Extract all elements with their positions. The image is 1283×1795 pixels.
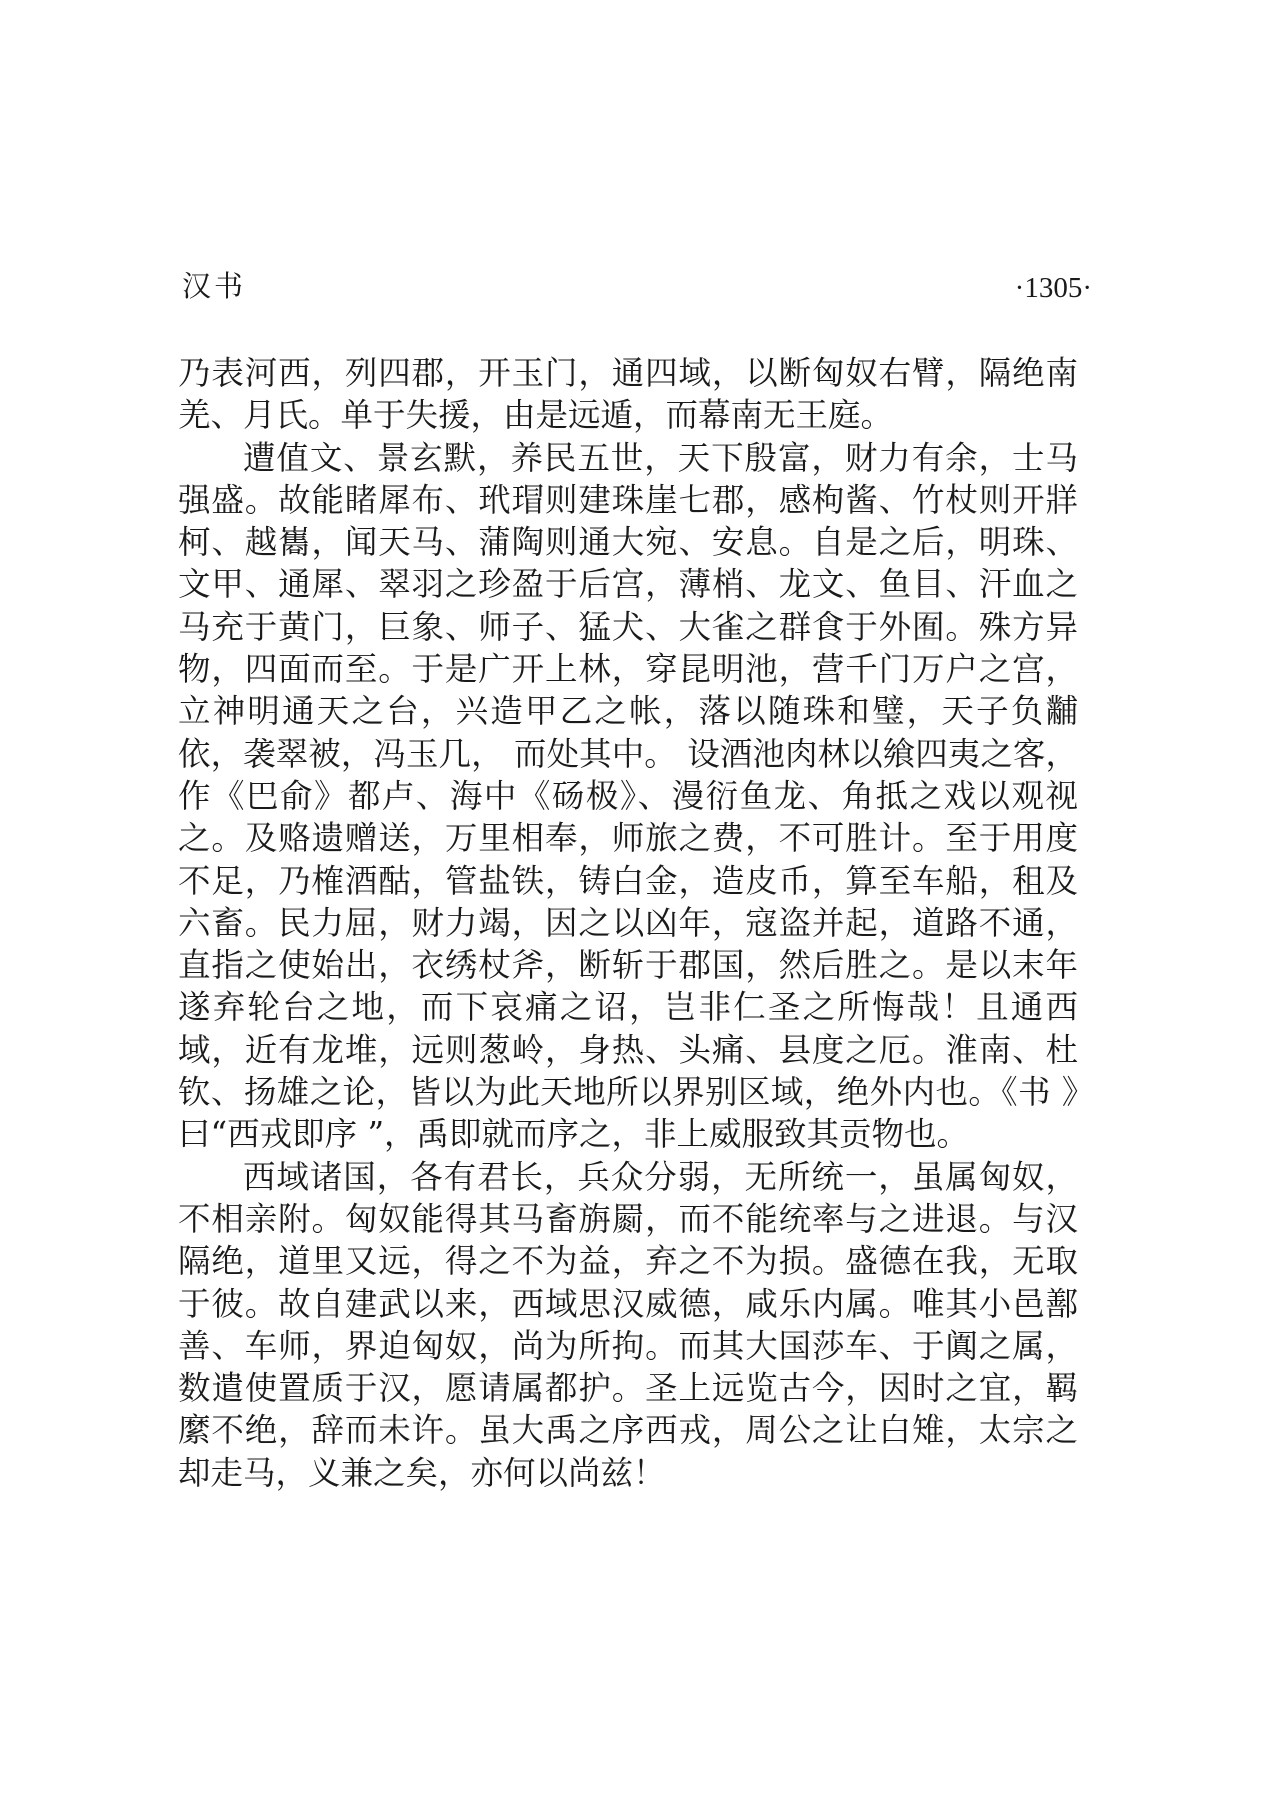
paragraph-3: 西域诸国，各有君长，兵众分弱，无所统一，虽属匈奴，不相亲附。匈奴能得其马畜旃罽，而不能统率与之进退。与汉隔绝，道里又远，得之不为益，弃之不为损。盛德在我，无取于彼。故自建武以来，西域思汉威德，咸乐内属。唯其小邑鄯善、车师，界迫匈奴，尚为所拘。而其大国莎车、于阗之属，数遣使置质于汉，愿请属都护。圣上远览古今，因时之宜，羁縻不绝，辞而未许。虽大禹之序西戎，周公之让白雉，太宗之却走马，义兼之矣，亦何以尚兹！ [178, 1157, 1078, 1492]
body-text [178, 352, 1078, 1494]
paragraph-1: 乃表河西，列四郡，开玉门，通四域，以断匈奴右臂，隔绝南羌、月氏。单于失援，由是远遁，而幕南无王庭。 [178, 354, 1078, 435]
paragraph-2: 遭值文、景玄默，养民五世，天下殷富，财力有余，士马强盛。故能睹犀布、玳瑁则建珠崖七郡，感枸酱、竹杖则开牂柯、越巂，闻天马、蒲陶则通大宛、安息。自是之后，明珠、文甲、通犀、翠羽之珍盈于后宫，薄梢、龙文、鱼目、汗血之马充于黄门，巨象、师子、猛犬、大雀之群食于外囿。殊方异物，四面而至。于是广开上林，穿昆明池，营千门万户之宫，立神明通天之台，兴造甲乙之帐，落以随珠和璧，天子负黼依，袭翠被，冯玉几， 而处其中。 设酒池肉林以飨四夷之客，作《巴俞》都卢、海中《砀极》、漫衍鱼龙、角抵之戏以观视之。及赂遗赠送，万里相奉，师旅之费，不可胜计。至于用度不足，乃榷酒酤，管盐铁，铸白金，造皮币，算至车船，租及六畜。民力屈，财力竭，因之以凶年，寇盗并起，道路不通，直指之使始出，衣绣杖斧，断斩于郡国，然后胜之。是以末年遂弃轮台之地，而下哀痛之诏，岂非仁圣之所悔哉！且通西域，近有龙堆，远则葱岭，身热、头痛、县度之厄。淮南、杜钦、扬雄之论，皆以为此天地所以界别区域，绝外内也。《书 》曰“西戎即序 ”，禹即就而序之，非上威服致其贡物也。 [178, 438, 1078, 1154]
page-number: ·1305· [1014, 272, 1092, 304]
book-title: 汉书 [182, 269, 247, 303]
